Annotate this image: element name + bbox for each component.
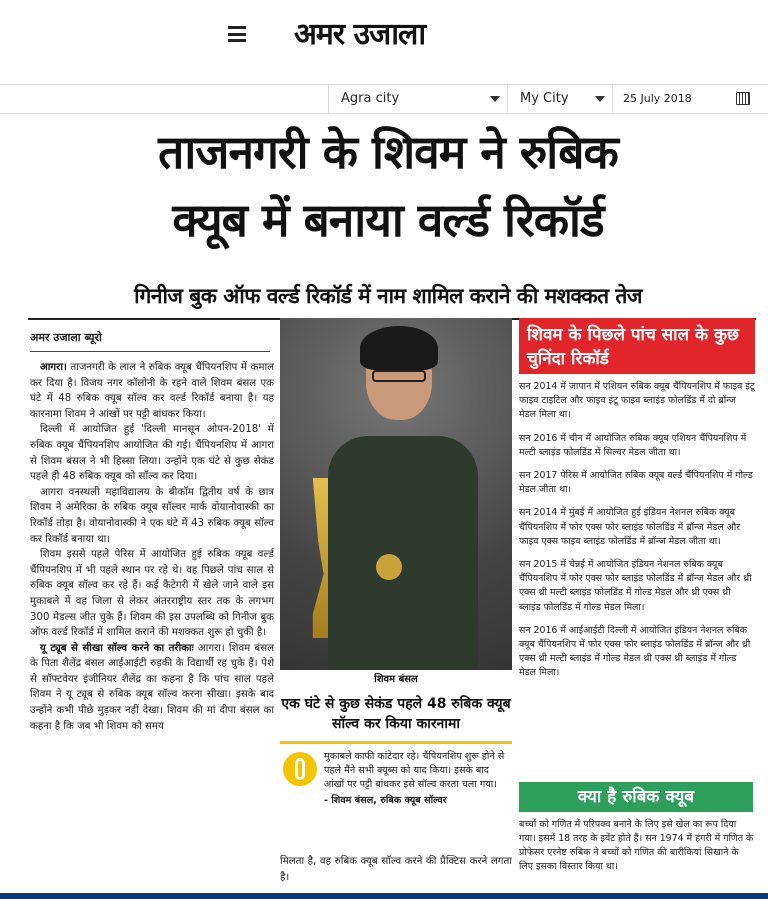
article-photo — [280, 318, 512, 690]
pull-headline: एक घंटे से कुछ सेकंड पहले 48 रुबिक क्यूब सॉल्व कर किया कारनामा — [281, 696, 511, 732]
article-paragraph: यू ट्यूब से सीखा सॉल्व करने का तरीकाः आगरा। शिवम बंसल के पिता शैलेंद्र बंसल आईआईटी रुड़की के विद्यार्थी रह चुके हैं। पेशे से सॉफ्टवेयर इंजीनियर शैलेंद्र का कहना है कि पांच साल पहले शिवम ने यू ट्यूब से रुबिक क्यूब सॉल्व करना सीखा। इसके बाद उन्होंने कभी पीछे मुड़कर नहीं देखा। शिवम की मां दीपा बंसल का कहना है कि जब भी शिवम को समय — [30, 642, 274, 732]
record-item: सन 2014 में जापान में एशियन रुबिक क्यूब चैंपियनशिप में फाइव इंटू फाइव टाइटिल और फाइव इंटू फाइव ब्लाइंड फोलडिंड में दो ब्रॉन्ज मेडल मिला था। — [519, 381, 755, 421]
section-select[interactable] — [507, 85, 611, 113]
byline-divider — [30, 351, 270, 352]
article-subheadline: गिनीज बुक ऑफ वर्ल्ड रिकॉर्ड में नाम शामिल कराने की मशक्कत तेज — [134, 284, 642, 308]
chevron-down-icon — [490, 96, 500, 102]
city-select-value: Agra city — [341, 91, 400, 106]
record-item: सन 2016 में चीन में आयोजित रुबिक क्यूब एशियन चैंपियनशिप में मल्टी ब्लाइंड फोलडिंड में सिल्वर मेडल जीता था। — [519, 432, 747, 458]
chevron-down-icon — [595, 96, 605, 102]
article-paragraph: आगरा वनस्थली महाविद्यालय के बीकॉम द्वितीय वर्ष के छात्र शिवम ने अमेरिका के रुबिक क्यूब सॉल्वर मार्क वोयानोवास्की का रिकॉर्ड तोड़ा है। वोयानोवास्की ने एक घंटे में 43 रुबिक क्यूब सॉल्व कर रिकॉर्ड बनाया था। — [30, 486, 274, 545]
info-box-title: क्या है रुबिक क्यूब — [519, 782, 753, 812]
pull-quote-text: मुकाबले काफी कांटेदार रहे। चैंपियनशिप शुरू होने से पहले मैंने सभी क्यूब्स को याद किया। इसके बाद आंखों पर पट्टी बांधकर इसे सॉल्व करता चला गया। — [324, 751, 505, 790]
footer-bar — [0, 893, 768, 899]
calendar-icon[interactable] — [736, 92, 750, 105]
pull-quote — [324, 750, 510, 808]
site-logo[interactable]: अमर उजाला — [294, 17, 426, 52]
article-headline — [20, 118, 756, 254]
date-value: 25 July 2018 — [623, 92, 692, 105]
record-item: सन 2017 पेरिस में आयोजित रुबिक क्यूब वर्ल्ड चैंपियनशिप में गोल्ड मेडल जीता था। — [519, 470, 753, 496]
article-body — [30, 360, 274, 734]
records-list — [519, 380, 755, 690]
inline-subhead: यू ट्यूब से सीखा सॉल्व करने का तरीकाः — [40, 642, 194, 654]
quote-icon — [283, 752, 317, 786]
article-paragraph: आगरा। ताजनगरी के लाल ने रुबिक क्यूब चैंपियनशिप में कमाल कर दिया है। विजय नगर कॉलोनी के रहने वाले शिवम बंसल एक घंटे में 48 रुबिक क्यूब सॉल्व कर वर्ल्ड रिकॉर्ड बनाया है। यह कारनामा शिवम ने आंखों पर पट्टी बांधकर किया। — [30, 362, 274, 420]
record-item: सन 2015 में चेन्नई में आयोजित इंडियन नेशनल रुबिक क्यूब चैंपियनशिप में फोर एक्स फोर ब्लाइंड फोलडिंड में ब्रॉन्ज मेडल और थ्री एक्स थ्री मल्टी ब्लाइंड फोलडिंड में गोल्ड मेडल और थ्री एक्स थ्री ब्लाइंड फोलडिंड में गोल्ड मेडल मिला। — [519, 559, 752, 613]
dateline: आगरा। — [40, 362, 67, 373]
city-select[interactable] — [328, 85, 506, 113]
hamburger-menu-icon[interactable] — [228, 26, 246, 42]
photo-caption: शिवम बंसल — [280, 670, 512, 690]
section-select-value: My City — [520, 91, 569, 106]
headline-line-1: ताजनगरी के शिवम ने रुबिक — [158, 125, 618, 179]
article-continuation: मिलता है, वह रुबिक क्यूब सॉल्व करने की प्रैक्टिस करने लगता है। — [280, 856, 512, 883]
record-item: सन 2016 में आईआईटी दिल्ली में आयोजित इंडियन नेशनल रुबिक क्यूब चैंपियनशिप में फोर एक्स फोर ब्लाइंड फोलडिंड में ब्रॉन्ज और थ्री एक्स थ्री मल्टी ब्लाइंड में गोल्ड मेडल थ्री एक्स थ्री ब्लाइंड में गोल्ड मेडल मिला। — [519, 624, 751, 679]
byline: अमर उजाला ब्यूरो — [30, 331, 102, 344]
article-paragraph: दिल्ली में आयोजित हुई 'दिल्ली मानसून ओपन-2018' में रुबिक क्यूब चैंपियनशिप आयोजित की गई। चैंपियनशिप में आगरा से शिवम बंसल ने भी हिस्सा लिया। उन्होंने एक घंटे से कुछ सेकंड पहले ही 48 रुबिक क्यूब को सॉल्व कर दिया। — [30, 424, 274, 483]
article-paragraph: शिवम इससे पहले पेरिस में आयोजित हुई रुबिक क्यूब वर्ल्ड चैंपियनशिप में भी पहले स्थान पर रहे थे। वह पिछले पांच साल से रुबिक क्यूब सॉल्व कर रहे हैं। कई कैटेगरी में खेले जाने वाले इस मुकाबले में वह जिला से लेकर अंतरराष्ट्रीय स्तर तक के लगभग 300 मेडल्स जीत चुके हैं। शिवम की इस उपलब्धि को गिनीज बुक ऑफ वर्ल्ड रिकॉर्ड में शामिल कराने की मशक्कत शुरू हो चुकी है। — [30, 549, 274, 639]
pull-divider — [280, 741, 512, 744]
headline-line-2: क्यूब में बनाया वर्ल्ड रिकॉर्ड — [172, 193, 604, 247]
top-header — [0, 0, 768, 85]
pull-quote-source: - शिवम बंसल, रुबिक क्यूब सॉल्वर — [324, 795, 447, 806]
info-box-text: बच्चों को गणित में परिपक्व बनाने के लिए इसे खेल का रूप दिया गया। इसमें 18 तरह के इवेंट होते हैं। सन 1974 में हंगरी में गणित के प्रोफेसर एरनेष्ट रुबिक ने बच्चों को गणित की बारीकियां सिखाने के लिए इसका विस्तार किया था। — [519, 819, 754, 872]
sidebar-title: शिवम के पिछले पांच साल के कुछ चुनिंदा रिकॉर्ड — [519, 318, 755, 374]
medal-graphic — [376, 554, 402, 580]
record-item: सन 2014 में मुंबई में आयोजित हुई इंडियन नेशनल रुबिक क्यूब चैंपियनशिप में फोर एक्स फोर ब्लाइंड फोलडिंड में ब्रॉन्ज मेडल और फाइव एक्स फाइव ब्लाइंड फोलडिंड में ब्रॉन्ज मेडल जीता था। — [519, 507, 741, 547]
person-shirt — [328, 436, 478, 690]
filter-bar — [0, 85, 768, 114]
